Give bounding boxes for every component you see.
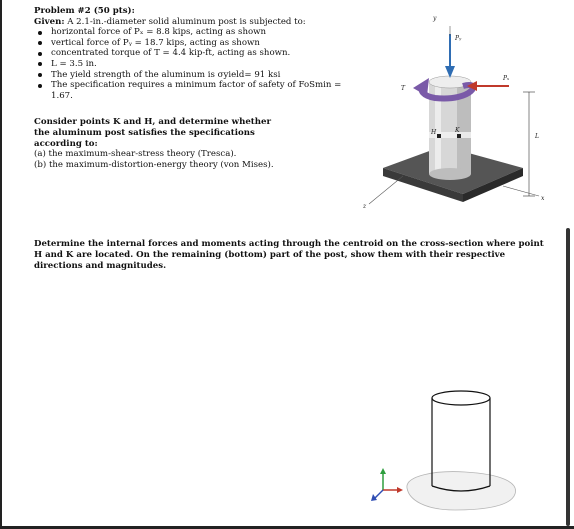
label-z: z (363, 203, 367, 210)
problem-title: Problem #2 (50 pts): (34, 6, 135, 16)
label-l: L (535, 133, 539, 140)
bullet-factor-of-safety: The specification requires a minimum factor of safety of FoSmin = 1.67. (51, 80, 359, 101)
triad-y-head (380, 468, 386, 474)
part-b: (b) the maximum-distortion-energy theory (von Mises). (34, 159, 274, 170)
label-x: x (541, 195, 545, 202)
consider-question: Consider points K and H, and determine whether the aluminum post satisfies the specifications according to: (34, 117, 272, 149)
given-text: A 2.1-in.-diameter solid aluminum post is subjected to: (64, 16, 306, 27)
scrollbar[interactable] (566, 228, 570, 526)
bullet-length: L = 3.5 in. (51, 59, 359, 70)
triad-z-axis (375, 490, 383, 498)
bullet-yield-strength: The yield strength of the aluminum is σyield= 91 ksi (51, 70, 359, 81)
triad-x-head (397, 487, 403, 493)
given-label: Given: (34, 16, 65, 27)
problem-statement (34, 6, 359, 170)
bullet-torque: concentrated torque of T = 4.4 kip-ft, acting as shown. (51, 48, 359, 59)
part-a: (a) the maximum-shear-stress theory (Tresca). (34, 149, 237, 160)
given-list (34, 27, 359, 101)
remaining-post-sketch (365, 388, 535, 523)
label-px: Pₓ (503, 75, 510, 82)
bullet-horizontal-force: horizontal force of Pₓ = 8.8 kips, acting as shown (51, 27, 359, 38)
task-statement: Determine the internal forces and moments acting through the centroid on the cross-section where point H and K are located. On the remaining (bottom) part of the post, show them with their respective directions and magnitudes. (34, 239, 544, 271)
cylinder-top-outline (432, 391, 490, 405)
label-y: y (433, 15, 437, 22)
given-line (34, 17, 359, 28)
point-k-marker (457, 134, 461, 138)
point-h-marker (437, 134, 441, 138)
post-bottom-edge (429, 168, 471, 180)
label-k: K (455, 127, 460, 134)
z-axis (369, 176, 403, 204)
bullet-vertical-force: vertical force of Pᵧ = 18.7 kips, acting as shown (51, 38, 359, 49)
post-figure (363, 6, 563, 216)
label-py: Pᵧ (455, 35, 462, 42)
x-axis (503, 186, 539, 196)
label-t: T (401, 85, 406, 92)
label-h: H (431, 129, 437, 136)
page-left-border (0, 0, 2, 529)
